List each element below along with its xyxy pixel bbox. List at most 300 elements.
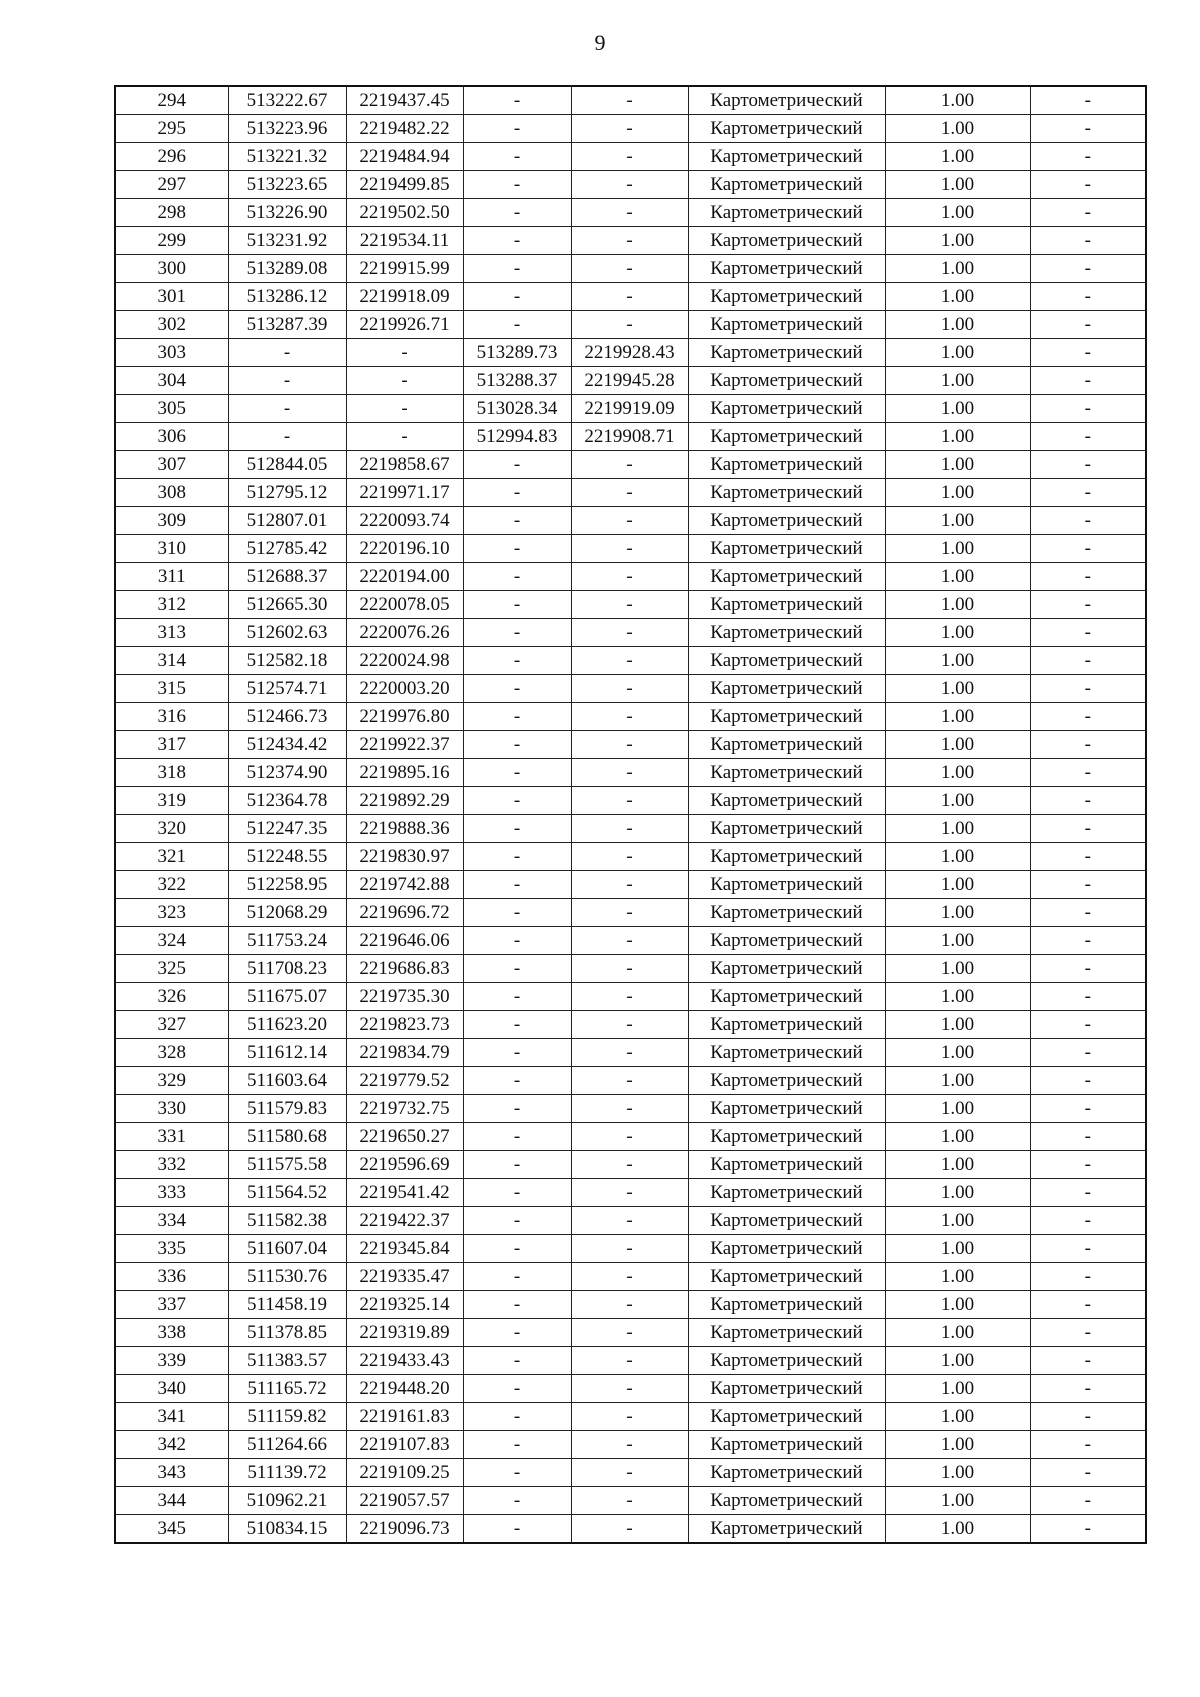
- accuracy-cell: 1.00: [885, 199, 1030, 227]
- y-new-cell: -: [571, 171, 688, 199]
- accuracy-cell: 1.00: [885, 1151, 1030, 1179]
- y-new-cell: 2219945.28: [571, 367, 688, 395]
- point-number-cell: 302: [115, 311, 228, 339]
- x-old-cell: -: [228, 395, 346, 423]
- table-row: [115, 675, 1146, 703]
- description-cell: -: [1030, 591, 1146, 619]
- method-cell: Картометрический: [688, 759, 885, 787]
- point-number-cell: 324: [115, 927, 228, 955]
- x-new-cell: -: [463, 983, 571, 1011]
- y-new-cell: 2219928.43: [571, 339, 688, 367]
- method-cell: Картометрический: [688, 955, 885, 983]
- point-number-cell: 334: [115, 1207, 228, 1235]
- table-body: [115, 86, 1146, 1543]
- point-number-cell: 325: [115, 955, 228, 983]
- accuracy-cell: 1.00: [885, 647, 1030, 675]
- y-new-cell: -: [571, 759, 688, 787]
- x-new-cell: -: [463, 227, 571, 255]
- point-number-cell: 303: [115, 339, 228, 367]
- x-new-cell: -: [463, 1487, 571, 1515]
- y-old-cell: 2219735.30: [346, 983, 463, 1011]
- accuracy-cell: 1.00: [885, 227, 1030, 255]
- point-number-cell: 318: [115, 759, 228, 787]
- method-cell: Картометрический: [688, 871, 885, 899]
- x-old-cell: 513286.12: [228, 283, 346, 311]
- x-old-cell: 511378.85: [228, 1319, 346, 1347]
- method-cell: Картометрический: [688, 1459, 885, 1487]
- x-old-cell: 512466.73: [228, 703, 346, 731]
- x-old-cell: 513221.32: [228, 143, 346, 171]
- table-row: [115, 367, 1146, 395]
- y-old-cell: 2220194.00: [346, 563, 463, 591]
- y-new-cell: -: [571, 787, 688, 815]
- description-cell: -: [1030, 199, 1146, 227]
- table-row: [115, 563, 1146, 591]
- y-new-cell: -: [571, 1039, 688, 1067]
- y-new-cell: -: [571, 1123, 688, 1151]
- point-number-cell: 305: [115, 395, 228, 423]
- y-old-cell: 2219858.67: [346, 451, 463, 479]
- y-new-cell: -: [571, 1151, 688, 1179]
- x-new-cell: -: [463, 86, 571, 115]
- y-old-cell: 2219109.25: [346, 1459, 463, 1487]
- y-old-cell: 2219499.85: [346, 171, 463, 199]
- method-cell: Картометрический: [688, 1319, 885, 1347]
- y-old-cell: 2219448.20: [346, 1375, 463, 1403]
- description-cell: -: [1030, 1347, 1146, 1375]
- y-new-cell: -: [571, 843, 688, 871]
- accuracy-cell: 1.00: [885, 899, 1030, 927]
- point-number-cell: 323: [115, 899, 228, 927]
- y-new-cell: -: [571, 815, 688, 843]
- y-old-cell: 2219433.43: [346, 1347, 463, 1375]
- x-old-cell: 512785.42: [228, 535, 346, 563]
- accuracy-cell: 1.00: [885, 423, 1030, 451]
- description-cell: -: [1030, 1487, 1146, 1515]
- description-cell: -: [1030, 86, 1146, 115]
- method-cell: Картометрический: [688, 1011, 885, 1039]
- point-number-cell: 309: [115, 507, 228, 535]
- y-new-cell: -: [571, 1179, 688, 1207]
- y-new-cell: -: [571, 86, 688, 115]
- accuracy-cell: 1.00: [885, 1319, 1030, 1347]
- method-cell: Картометрический: [688, 143, 885, 171]
- description-cell: -: [1030, 1375, 1146, 1403]
- x-new-cell: 513289.73: [463, 339, 571, 367]
- description-cell: -: [1030, 395, 1146, 423]
- point-number-cell: 320: [115, 815, 228, 843]
- y-new-cell: -: [571, 591, 688, 619]
- x-old-cell: -: [228, 367, 346, 395]
- x-old-cell: 512434.42: [228, 731, 346, 759]
- x-new-cell: -: [463, 1179, 571, 1207]
- description-cell: -: [1030, 507, 1146, 535]
- y-new-cell: -: [571, 927, 688, 955]
- method-cell: Картометрический: [688, 731, 885, 759]
- description-cell: -: [1030, 1515, 1146, 1544]
- accuracy-cell: 1.00: [885, 1235, 1030, 1263]
- method-cell: Картометрический: [688, 1487, 885, 1515]
- method-cell: Картометрический: [688, 1039, 885, 1067]
- accuracy-cell: 1.00: [885, 1011, 1030, 1039]
- x-new-cell: -: [463, 199, 571, 227]
- table-row: [115, 1515, 1146, 1544]
- x-old-cell: 512807.01: [228, 507, 346, 535]
- x-new-cell: -: [463, 1431, 571, 1459]
- table-row: [115, 1459, 1146, 1487]
- accuracy-cell: 1.00: [885, 143, 1030, 171]
- y-new-cell: -: [571, 535, 688, 563]
- x-old-cell: 511612.14: [228, 1039, 346, 1067]
- description-cell: -: [1030, 1011, 1146, 1039]
- table-row: [115, 1179, 1146, 1207]
- point-number-cell: 299: [115, 227, 228, 255]
- y-old-cell: 2219732.75: [346, 1095, 463, 1123]
- x-new-cell: -: [463, 927, 571, 955]
- method-cell: Картометрический: [688, 1263, 885, 1291]
- y-old-cell: 2219823.73: [346, 1011, 463, 1039]
- point-number-cell: 343: [115, 1459, 228, 1487]
- y-new-cell: -: [571, 143, 688, 171]
- table-row: [115, 171, 1146, 199]
- method-cell: Картометрический: [688, 1347, 885, 1375]
- y-old-cell: 2219971.17: [346, 479, 463, 507]
- description-cell: -: [1030, 1039, 1146, 1067]
- accuracy-cell: 1.00: [885, 927, 1030, 955]
- point-number-cell: 313: [115, 619, 228, 647]
- table-row: [115, 1319, 1146, 1347]
- point-number-cell: 300: [115, 255, 228, 283]
- method-cell: Картометрический: [688, 1207, 885, 1235]
- table-row: [115, 983, 1146, 1011]
- accuracy-cell: 1.00: [885, 1039, 1030, 1067]
- accuracy-cell: 1.00: [885, 479, 1030, 507]
- point-number-cell: 296: [115, 143, 228, 171]
- x-new-cell: -: [463, 1207, 571, 1235]
- table-row: [115, 1403, 1146, 1431]
- table-row: [115, 731, 1146, 759]
- accuracy-cell: 1.00: [885, 283, 1030, 311]
- point-number-cell: 314: [115, 647, 228, 675]
- method-cell: Картометрический: [688, 787, 885, 815]
- x-old-cell: 511383.57: [228, 1347, 346, 1375]
- x-old-cell: -: [228, 339, 346, 367]
- accuracy-cell: 1.00: [885, 787, 1030, 815]
- description-cell: -: [1030, 1067, 1146, 1095]
- accuracy-cell: 1.00: [885, 115, 1030, 143]
- x-old-cell: 512582.18: [228, 647, 346, 675]
- y-new-cell: -: [571, 199, 688, 227]
- method-cell: Картометрический: [688, 171, 885, 199]
- description-cell: -: [1030, 815, 1146, 843]
- y-new-cell: -: [571, 1095, 688, 1123]
- table-row: [115, 479, 1146, 507]
- accuracy-cell: 1.00: [885, 255, 1030, 283]
- description-cell: -: [1030, 423, 1146, 451]
- accuracy-cell: 1.00: [885, 591, 1030, 619]
- accuracy-cell: 1.00: [885, 619, 1030, 647]
- accuracy-cell: 1.00: [885, 955, 1030, 983]
- y-old-cell: 2219686.83: [346, 955, 463, 983]
- y-new-cell: -: [571, 1291, 688, 1319]
- y-new-cell: -: [571, 507, 688, 535]
- x-new-cell: 513288.37: [463, 367, 571, 395]
- y-new-cell: -: [571, 1235, 688, 1263]
- method-cell: Картометрический: [688, 703, 885, 731]
- table-row: [115, 1347, 1146, 1375]
- x-new-cell: -: [463, 1375, 571, 1403]
- y-old-cell: 2219892.29: [346, 787, 463, 815]
- description-cell: -: [1030, 1207, 1146, 1235]
- x-new-cell: -: [463, 1515, 571, 1544]
- y-new-cell: 2219919.09: [571, 395, 688, 423]
- x-new-cell: -: [463, 1403, 571, 1431]
- x-new-cell: -: [463, 787, 571, 815]
- point-number-cell: 336: [115, 1263, 228, 1291]
- x-new-cell: -: [463, 759, 571, 787]
- description-cell: -: [1030, 1319, 1146, 1347]
- table-row: [115, 1263, 1146, 1291]
- x-new-cell: -: [463, 451, 571, 479]
- point-number-cell: 306: [115, 423, 228, 451]
- y-old-cell: 2219484.94: [346, 143, 463, 171]
- y-old-cell: -: [346, 339, 463, 367]
- x-old-cell: 511607.04: [228, 1235, 346, 1263]
- table-row: [115, 927, 1146, 955]
- point-number-cell: 317: [115, 731, 228, 759]
- accuracy-cell: 1.00: [885, 1347, 1030, 1375]
- table-row: [115, 955, 1146, 983]
- x-new-cell: -: [463, 1319, 571, 1347]
- y-old-cell: 2219650.27: [346, 1123, 463, 1151]
- y-new-cell: -: [571, 675, 688, 703]
- accuracy-cell: 1.00: [885, 171, 1030, 199]
- accuracy-cell: 1.00: [885, 1375, 1030, 1403]
- point-number-cell: 304: [115, 367, 228, 395]
- y-old-cell: -: [346, 395, 463, 423]
- table-row: [115, 843, 1146, 871]
- description-cell: -: [1030, 115, 1146, 143]
- accuracy-cell: 1.00: [885, 983, 1030, 1011]
- point-number-cell: 332: [115, 1151, 228, 1179]
- method-cell: Картометрический: [688, 1123, 885, 1151]
- x-old-cell: 512688.37: [228, 563, 346, 591]
- y-new-cell: -: [571, 899, 688, 927]
- accuracy-cell: 1.00: [885, 871, 1030, 899]
- y-old-cell: 2219922.37: [346, 731, 463, 759]
- accuracy-cell: 1.00: [885, 1487, 1030, 1515]
- table-row: [115, 1151, 1146, 1179]
- point-number-cell: 310: [115, 535, 228, 563]
- method-cell: Картометрический: [688, 619, 885, 647]
- description-cell: -: [1030, 731, 1146, 759]
- y-old-cell: 2219319.89: [346, 1319, 463, 1347]
- accuracy-cell: 1.00: [885, 731, 1030, 759]
- x-new-cell: 513028.34: [463, 395, 571, 423]
- description-cell: -: [1030, 1123, 1146, 1151]
- x-new-cell: -: [463, 479, 571, 507]
- y-new-cell: -: [571, 115, 688, 143]
- x-new-cell: -: [463, 1095, 571, 1123]
- y-new-cell: -: [571, 227, 688, 255]
- method-cell: Картометрический: [688, 815, 885, 843]
- x-old-cell: 512602.63: [228, 619, 346, 647]
- table-row: [115, 1375, 1146, 1403]
- description-cell: -: [1030, 1151, 1146, 1179]
- y-old-cell: 2219596.69: [346, 1151, 463, 1179]
- accuracy-cell: 1.00: [885, 311, 1030, 339]
- x-new-cell: -: [463, 311, 571, 339]
- accuracy-cell: 1.00: [885, 1431, 1030, 1459]
- method-cell: Картометрический: [688, 339, 885, 367]
- y-new-cell: -: [571, 1207, 688, 1235]
- page-number: 9: [594, 30, 606, 55]
- x-new-cell: -: [463, 1067, 571, 1095]
- y-old-cell: 2219646.06: [346, 927, 463, 955]
- x-new-cell: -: [463, 675, 571, 703]
- x-new-cell: -: [463, 1151, 571, 1179]
- point-number-cell: 337: [115, 1291, 228, 1319]
- table-row: [115, 311, 1146, 339]
- point-number-cell: 326: [115, 983, 228, 1011]
- x-old-cell: 511264.66: [228, 1431, 346, 1459]
- y-old-cell: 2219918.09: [346, 283, 463, 311]
- table-row: [115, 1011, 1146, 1039]
- x-old-cell: 513223.65: [228, 171, 346, 199]
- x-new-cell: -: [463, 1291, 571, 1319]
- method-cell: Картометрический: [688, 843, 885, 871]
- x-new-cell: -: [463, 619, 571, 647]
- method-cell: Картометрический: [688, 1095, 885, 1123]
- description-cell: -: [1030, 647, 1146, 675]
- description-cell: -: [1030, 1431, 1146, 1459]
- table-row: [115, 507, 1146, 535]
- accuracy-cell: 1.00: [885, 86, 1030, 115]
- x-new-cell: -: [463, 1039, 571, 1067]
- y-old-cell: 2219834.79: [346, 1039, 463, 1067]
- description-cell: -: [1030, 143, 1146, 171]
- x-old-cell: 511159.82: [228, 1403, 346, 1431]
- method-cell: Картометрический: [688, 647, 885, 675]
- description-cell: -: [1030, 451, 1146, 479]
- point-number-cell: 328: [115, 1039, 228, 1067]
- y-old-cell: 2219325.14: [346, 1291, 463, 1319]
- y-new-cell: -: [571, 1375, 688, 1403]
- table-row: [115, 1291, 1146, 1319]
- method-cell: Картометрический: [688, 591, 885, 619]
- method-cell: Картометрический: [688, 675, 885, 703]
- y-old-cell: 2219502.50: [346, 199, 463, 227]
- table-row: [115, 871, 1146, 899]
- description-cell: -: [1030, 1291, 1146, 1319]
- table-row: [115, 1067, 1146, 1095]
- x-old-cell: 511603.64: [228, 1067, 346, 1095]
- method-cell: Картометрический: [688, 395, 885, 423]
- x-new-cell: -: [463, 1123, 571, 1151]
- x-new-cell: -: [463, 899, 571, 927]
- x-old-cell: 511708.23: [228, 955, 346, 983]
- table-row: [115, 423, 1146, 451]
- table-row: [115, 1487, 1146, 1515]
- point-number-cell: 315: [115, 675, 228, 703]
- table-row: [115, 787, 1146, 815]
- x-old-cell: 513226.90: [228, 199, 346, 227]
- accuracy-cell: 1.00: [885, 703, 1030, 731]
- table-row: [115, 143, 1146, 171]
- description-cell: -: [1030, 311, 1146, 339]
- table-row: [115, 115, 1146, 143]
- method-cell: Картометрический: [688, 507, 885, 535]
- method-cell: Картометрический: [688, 1375, 885, 1403]
- accuracy-cell: 1.00: [885, 759, 1030, 787]
- accuracy-cell: 1.00: [885, 1291, 1030, 1319]
- y-old-cell: 2220076.26: [346, 619, 463, 647]
- x-new-cell: -: [463, 591, 571, 619]
- table-row: [115, 255, 1146, 283]
- description-cell: -: [1030, 703, 1146, 731]
- point-number-cell: 321: [115, 843, 228, 871]
- description-cell: -: [1030, 899, 1146, 927]
- y-old-cell: 2219915.99: [346, 255, 463, 283]
- x-old-cell: 512374.90: [228, 759, 346, 787]
- table-row: [115, 899, 1146, 927]
- point-number-cell: 312: [115, 591, 228, 619]
- point-number-cell: 331: [115, 1123, 228, 1151]
- y-old-cell: 2219742.88: [346, 871, 463, 899]
- x-old-cell: 513223.96: [228, 115, 346, 143]
- x-old-cell: 511582.38: [228, 1207, 346, 1235]
- point-number-cell: 322: [115, 871, 228, 899]
- point-number-cell: 327: [115, 1011, 228, 1039]
- x-new-cell: -: [463, 955, 571, 983]
- description-cell: -: [1030, 619, 1146, 647]
- description-cell: -: [1030, 1095, 1146, 1123]
- table-row: [115, 535, 1146, 563]
- accuracy-cell: 1.00: [885, 1123, 1030, 1151]
- x-new-cell: -: [463, 1235, 571, 1263]
- table-row: [115, 619, 1146, 647]
- point-number-cell: 341: [115, 1403, 228, 1431]
- y-new-cell: -: [571, 871, 688, 899]
- method-cell: Картометрический: [688, 423, 885, 451]
- point-number-cell: 335: [115, 1235, 228, 1263]
- y-old-cell: 2219696.72: [346, 899, 463, 927]
- x-new-cell: -: [463, 703, 571, 731]
- y-new-cell: -: [571, 451, 688, 479]
- table-row: [115, 395, 1146, 423]
- accuracy-cell: 1.00: [885, 1459, 1030, 1487]
- accuracy-cell: 1.00: [885, 1263, 1030, 1291]
- method-cell: Картометрический: [688, 479, 885, 507]
- method-cell: Картометрический: [688, 311, 885, 339]
- table-row: [115, 591, 1146, 619]
- y-new-cell: -: [571, 619, 688, 647]
- y-new-cell: -: [571, 731, 688, 759]
- description-cell: -: [1030, 1403, 1146, 1431]
- point-number-cell: 298: [115, 199, 228, 227]
- accuracy-cell: 1.00: [885, 367, 1030, 395]
- x-old-cell: 512248.55: [228, 843, 346, 871]
- method-cell: Картометрический: [688, 199, 885, 227]
- description-cell: -: [1030, 787, 1146, 815]
- method-cell: Картометрический: [688, 367, 885, 395]
- x-old-cell: 513289.08: [228, 255, 346, 283]
- method-cell: Картометрический: [688, 563, 885, 591]
- accuracy-cell: 1.00: [885, 1095, 1030, 1123]
- accuracy-cell: 1.00: [885, 563, 1030, 591]
- x-old-cell: 512665.30: [228, 591, 346, 619]
- y-new-cell: -: [571, 311, 688, 339]
